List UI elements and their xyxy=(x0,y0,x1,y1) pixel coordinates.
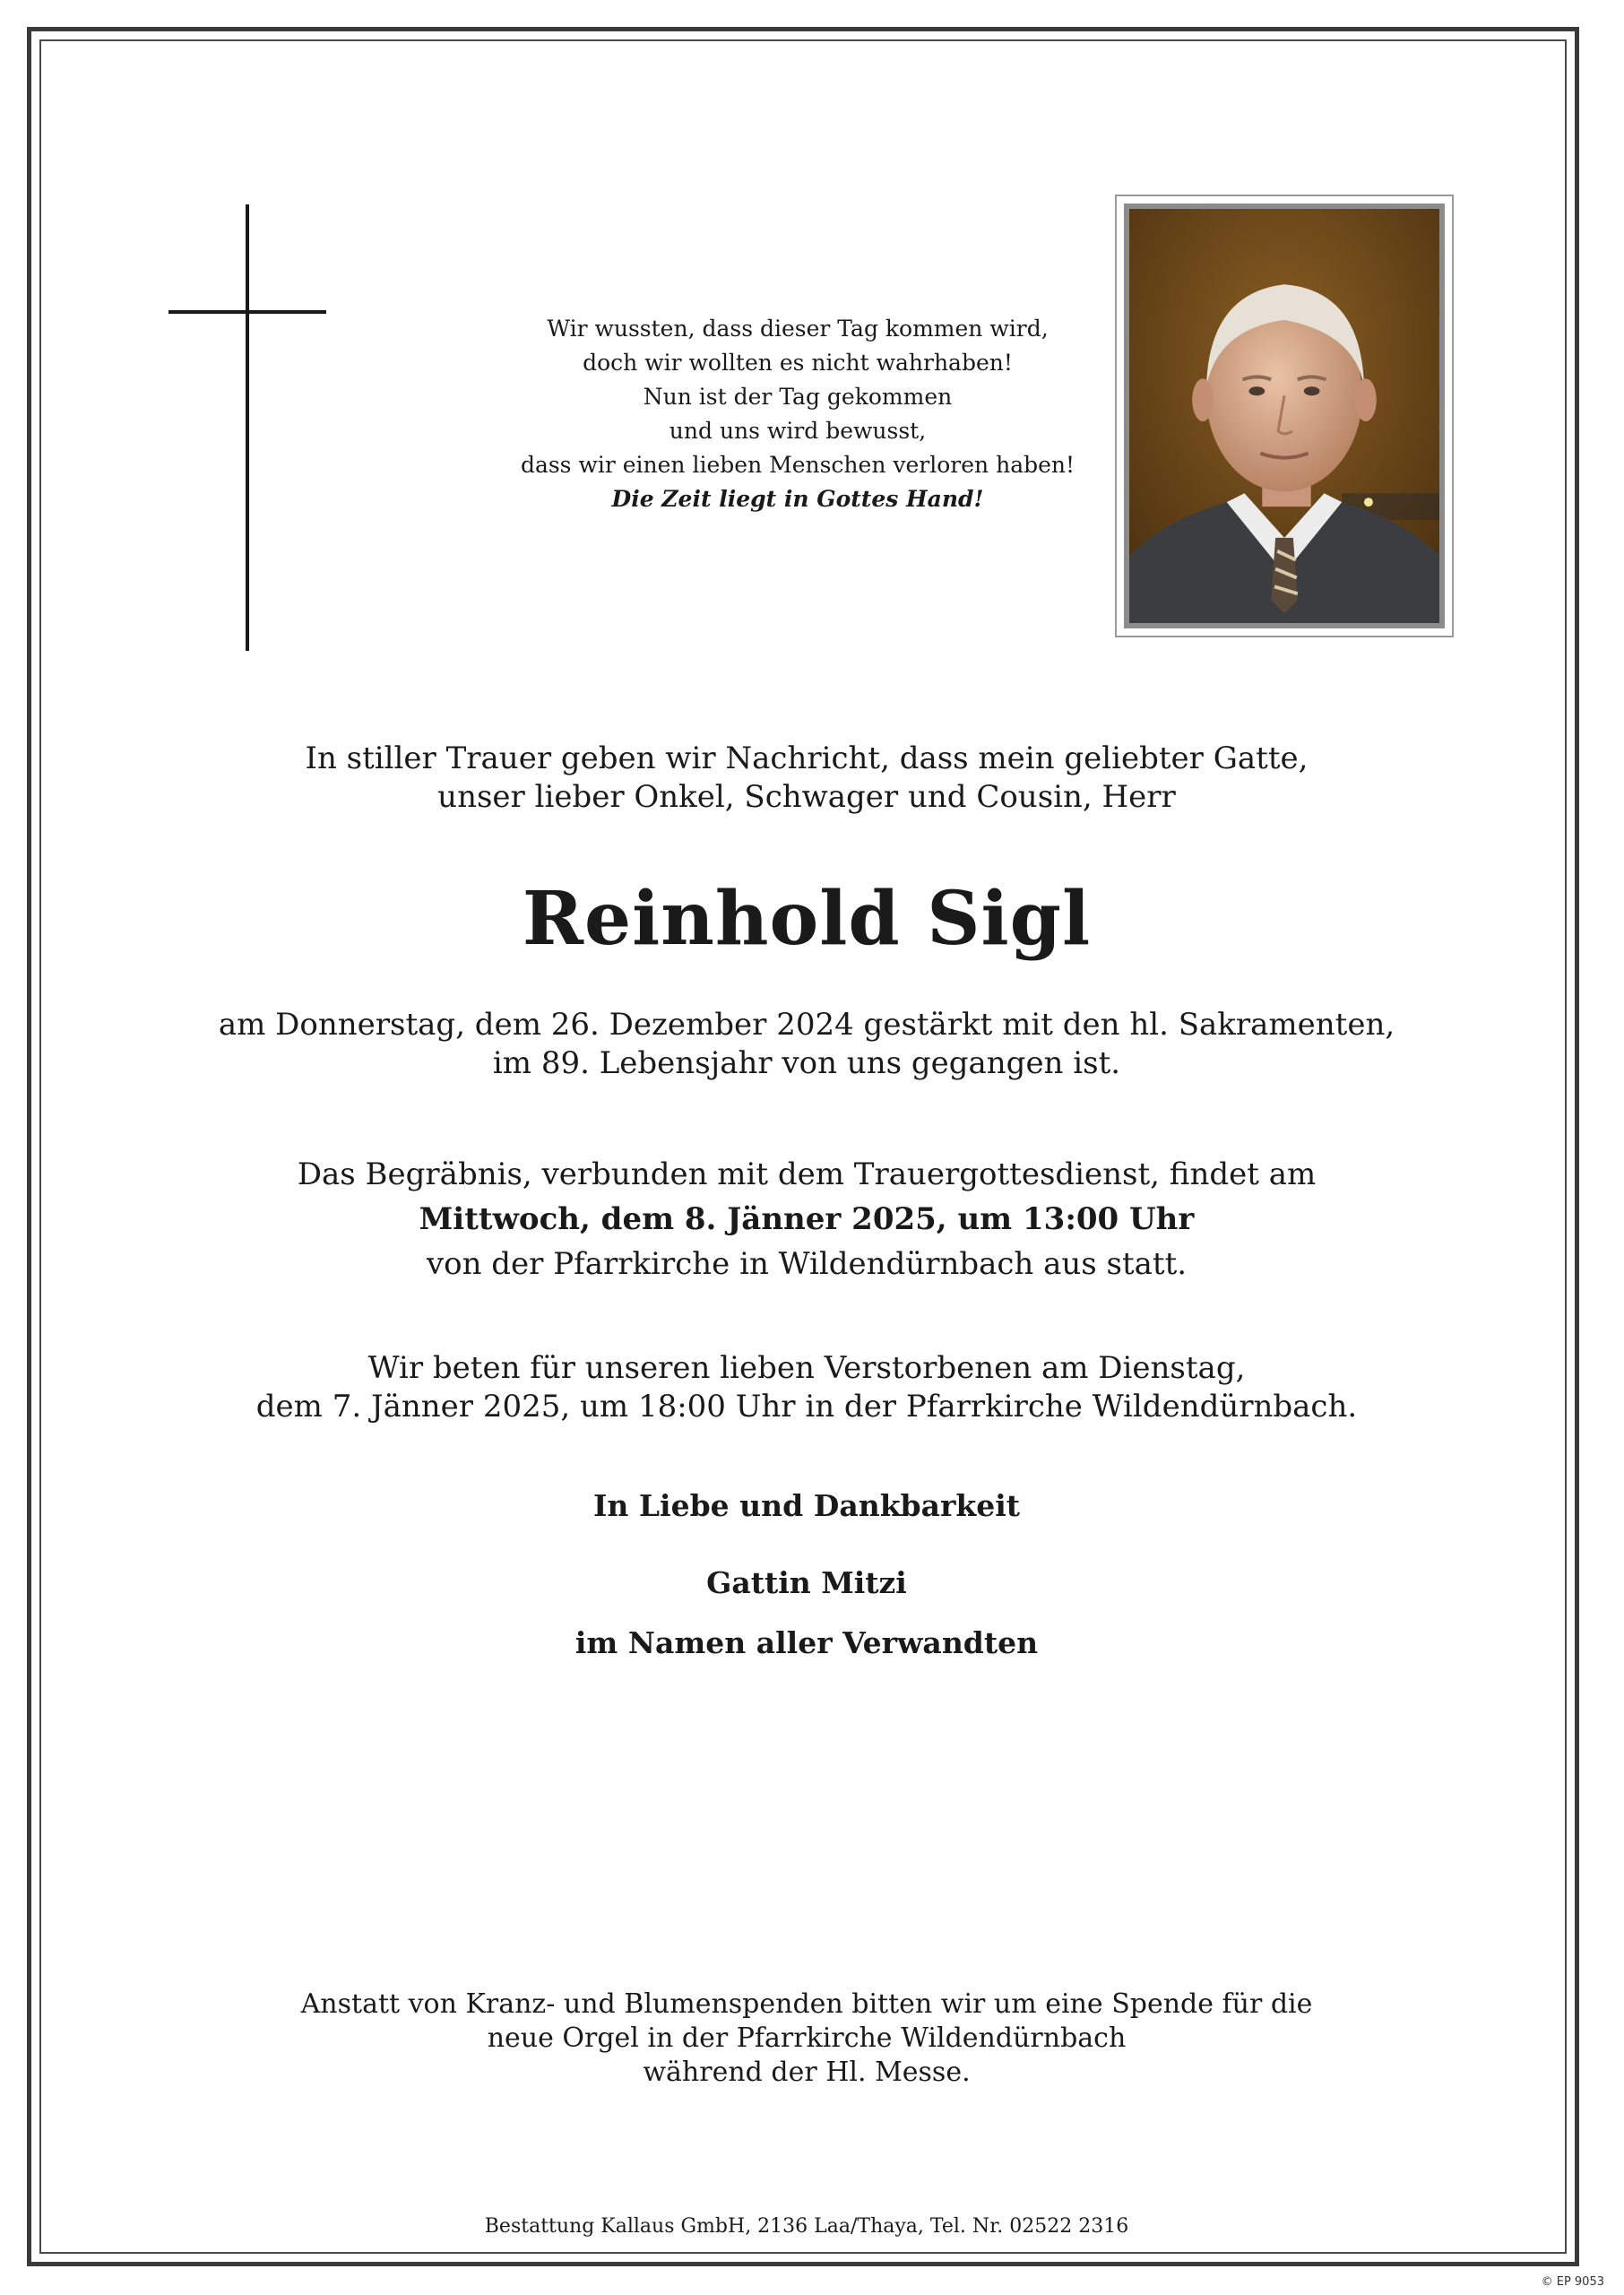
portrait-photo xyxy=(1124,204,1445,628)
funeral-date: Mittwoch, dem 8. Jänner 2025, um 13:00 Uhr xyxy=(419,1201,1195,1237)
funeral-line: Das Begräbnis, verbunden mit dem Trauergottesdienst, findet am xyxy=(297,1156,1317,1192)
donation-line: Anstatt von Kranz- und Blumenspenden bitten wir um eine Spende für die xyxy=(300,1988,1313,2020)
prayer-line: Wir beten für unseren lieben Verstorbenen am Dienstag, xyxy=(367,1350,1246,1386)
donation-text xyxy=(179,1988,1434,2090)
signature-greeting: In Liebe und Dankbarkeit xyxy=(592,1488,1021,1523)
death-text xyxy=(179,1006,1434,1083)
portrait-frame xyxy=(1115,195,1454,637)
intro-text xyxy=(179,740,1434,817)
funeral-text xyxy=(179,1152,1434,1286)
signature-wife: Gattin Mitzi xyxy=(706,1565,907,1600)
prayer-text xyxy=(179,1349,1434,1426)
poem-line: dass wir einen lieben Menschen verloren haben! xyxy=(520,452,1075,478)
poem-line: und uns wird bewusst, xyxy=(669,418,927,444)
donation-line: neue Orgel in der Pfarrkirche Wildendürnbach xyxy=(487,2022,1127,2054)
document-code: © EP 9053 xyxy=(1541,2275,1604,2289)
funeral-line: von der Pfarrkirche in Wildendürnbach aus statt. xyxy=(426,1246,1188,1282)
cross-icon-bar xyxy=(168,310,326,314)
deceased-name: Reinhold Sigl xyxy=(522,876,1092,962)
prayer-line: dem 7. Jänner 2025, um 18:00 Uhr in der Pfarrkirche Wildendürnbach. xyxy=(255,1389,1358,1425)
death-line: im 89. Lebensjahr von uns gegangen ist. xyxy=(492,1045,1121,1081)
intro-line: In stiller Trauer geben wir Nachricht, dass mein geliebter Gatte, xyxy=(305,740,1309,776)
cross-icon xyxy=(246,204,249,651)
poem-line: Wir wussten, dass dieser Tag kommen wird, xyxy=(547,316,1049,342)
poem-closing: Die Zeit liegt in Gottes Hand! xyxy=(611,486,984,512)
poem-line: Nun ist der Tag gekommen xyxy=(643,384,953,410)
death-line: am Donnerstag, dem 26. Dezember 2024 gestärkt mit den hl. Sakramenten, xyxy=(218,1007,1395,1043)
undertaker-footer: Bestattung Kallaus GmbH, 2136 Laa/Thaya, Tel. Nr. 02522 2316 xyxy=(484,2215,1129,2238)
intro-line: unser lieber Onkel, Schwager und Cousin, Herr xyxy=(437,779,1176,815)
poem xyxy=(394,312,1201,516)
signature-family: im Namen aller Verwandten xyxy=(574,1625,1039,1660)
donation-line: während der Hl. Messe. xyxy=(643,2057,971,2088)
poem-line: doch wir wollten es nicht wahrhaben! xyxy=(583,350,1013,376)
